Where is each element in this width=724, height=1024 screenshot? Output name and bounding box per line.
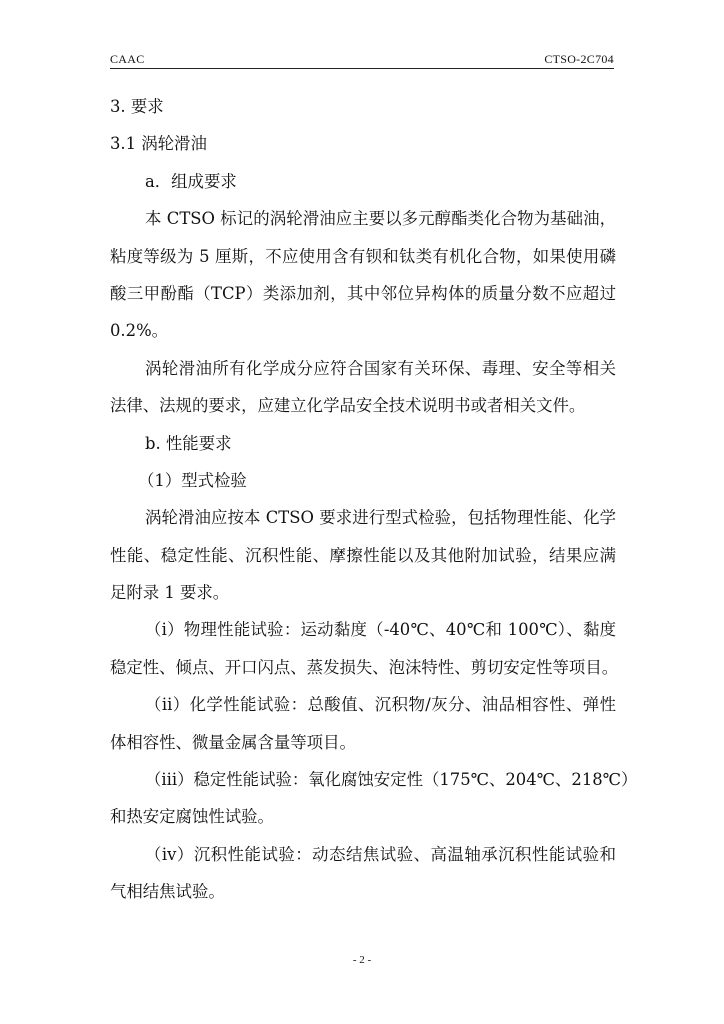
page-number: - 2 - bbox=[352, 954, 372, 966]
paragraph-line: 涡轮滑油所有化学成分应符合国家有关环保、毒理、安全等相关 bbox=[145, 358, 616, 378]
paragraph-line: 性能、稳定性能、沉积性能、摩擦性能以及其他附加试验，结果应满 bbox=[110, 545, 616, 565]
document-body bbox=[110, 88, 638, 911]
item-heading: b. 性能要求 bbox=[145, 433, 232, 453]
sub-item-heading: （1）型式检验 bbox=[138, 470, 247, 490]
subsection-heading: 3.1 涡轮滑油 bbox=[110, 134, 207, 154]
paragraph-line: 本 CTSO 标记的涡轮滑油应主要以多元醇酯类化合物为基础油， bbox=[145, 209, 616, 229]
header-org: CAAC bbox=[110, 52, 145, 66]
paragraph-line: 涡轮滑油应按本 CTSO 要求进行型式检验，包括物理性能、化学 bbox=[145, 508, 616, 528]
header-rule bbox=[110, 68, 614, 69]
list-item-line: （i）物理性能试验：运动黏度（-40℃、40℃和 100℃）、黏度 bbox=[145, 620, 616, 640]
list-item-line: 稳定性、倾点、开口闪点、蒸发损失、泡沫特性、剪切安定性等项目。 bbox=[110, 657, 619, 677]
paragraph-line: 法律、法规的要求，应建立化学品安全技术说明书或者相关文件。 bbox=[110, 396, 586, 416]
paragraph-line: 粘度等级为 5 厘斯，不应使用含有钡和钛类有机化合物，如果使用磷 bbox=[110, 246, 616, 266]
paragraph-line: 足附录 1 要求。 bbox=[110, 583, 230, 603]
list-item-line: （ii）化学性能试验：总酸值、沉积物/灰分、油品相容性、弹性 bbox=[145, 695, 616, 715]
list-item-line: （iv）沉积性能试验：动态结焦试验、高温轴承沉积性能试验和 bbox=[145, 844, 616, 864]
paragraph-line: 酸三甲酚酯（TCP）类添加剂，其中邻位异构体的质量分数不应超过 bbox=[110, 283, 616, 303]
list-item-line: 和热安定腐蚀性试验。 bbox=[110, 807, 274, 827]
list-item-line: 气相结焦试验。 bbox=[110, 882, 225, 902]
list-item-line: 体相容性、微量金属含量等项目。 bbox=[110, 732, 356, 752]
page-header bbox=[110, 52, 614, 68]
item-heading: a．组成要求 bbox=[145, 171, 237, 191]
section-heading: 3. 要求 bbox=[110, 97, 164, 116]
header-doc-id: CTSO-2C704 bbox=[544, 52, 614, 66]
paragraph-line: 0.2%。 bbox=[110, 321, 169, 341]
list-item-line: （iii）稳定性能试验：氧化腐蚀安定性（175℃、204℃、218℃） bbox=[145, 770, 638, 790]
